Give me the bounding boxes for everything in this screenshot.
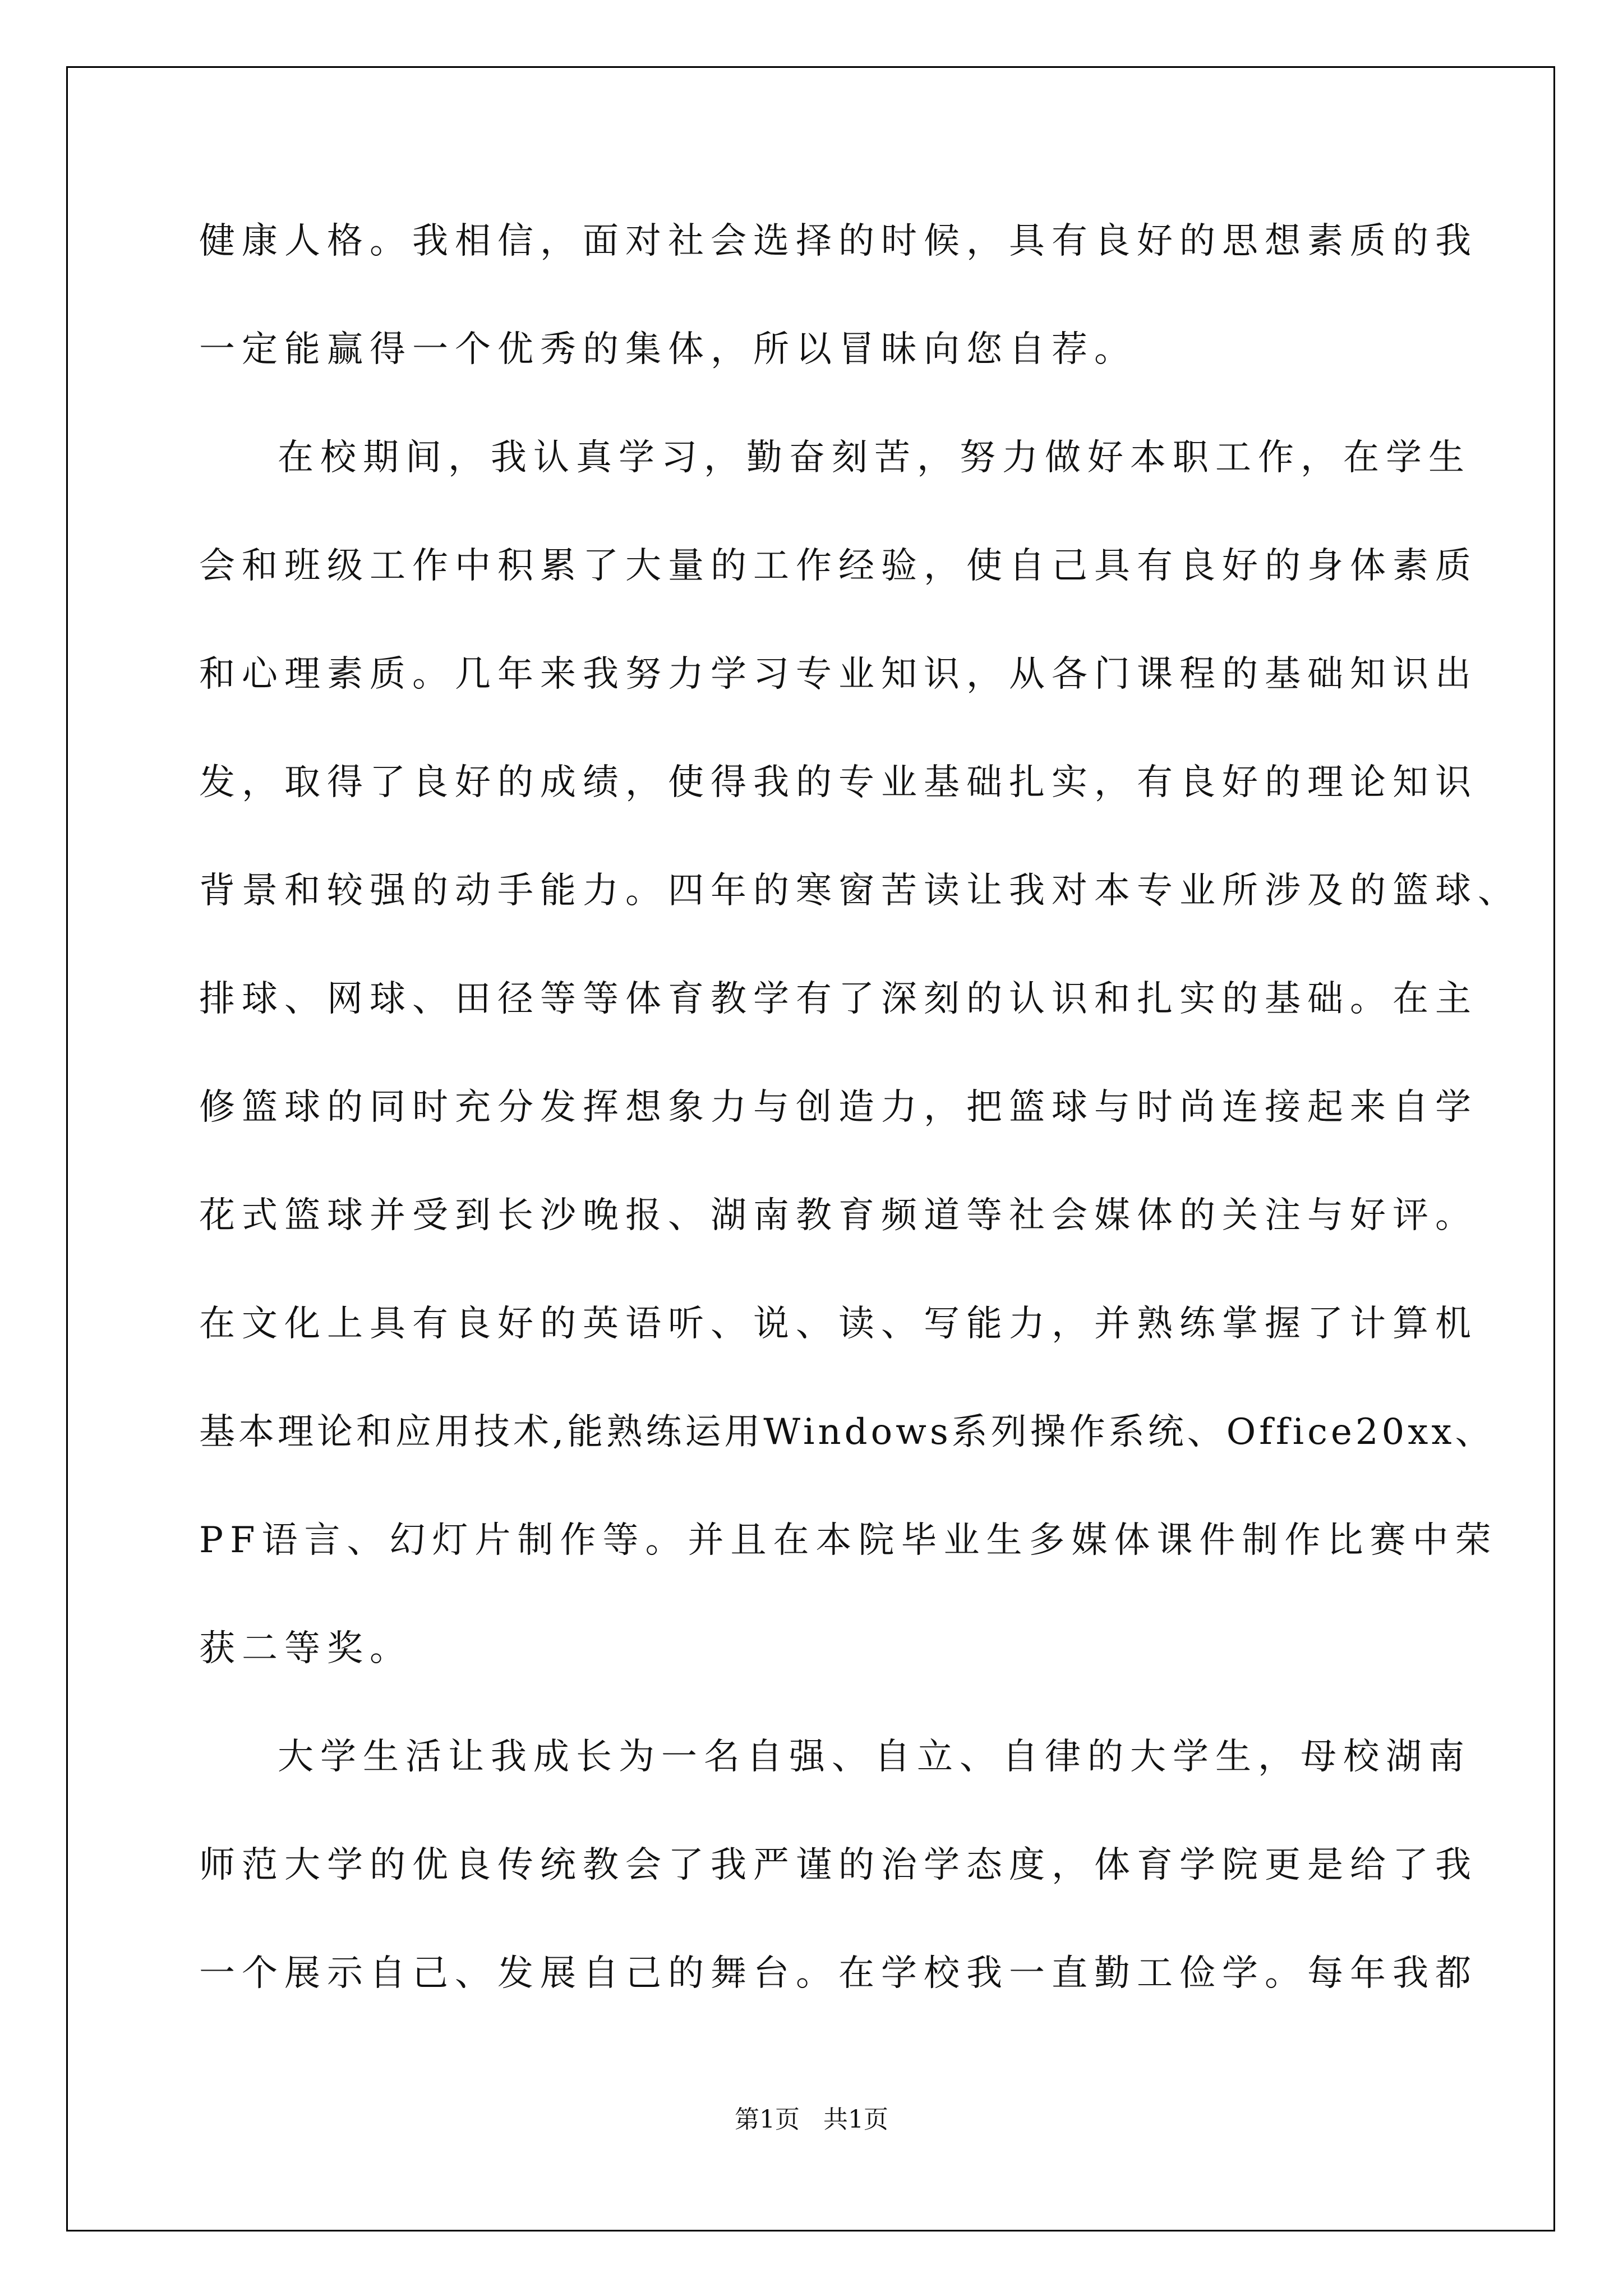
text-line: 背景和较强的动手能力。四年的寒窗苦读让我对本专业所涉及的篮球、 [199, 870, 1520, 912]
paragraph-start-line: 大学生活让我成长为一名自强、自立、自律的大学生，母校湖南 [278, 1736, 1471, 1778]
text-line: 和心理素质。几年来我努力学习专业知识，从各门课程的基础知识出 [199, 654, 1478, 695]
text-line: 健康人格。我相信，面对社会选择的时候，具有良好的思想素质的我 [199, 220, 1478, 262]
text-line: 会和班级工作中积累了大量的工作经验，使自己具有良好的身体素质 [199, 545, 1478, 587]
paragraph-start-line: 在校期间，我认真学习，勤奋刻苦，努力做好本职工作，在学生 [278, 437, 1471, 478]
page-footer: 第1页 共1页 [735, 2105, 888, 2134]
text-line: 一个展示自己、发展自己的舞台。在学校我一直勤工俭学。每年我都 [199, 1953, 1478, 1994]
text-line: 师范大学的优良传统教会了我严谨的治学态度，体育学院更是给了我 [199, 1844, 1478, 1886]
text-line: 排球、网球、田径等等体育教学有了深刻的认识和扎实的基础。在主 [199, 978, 1478, 1020]
text-line: 获二等奖。 [199, 1628, 412, 1669]
text-line: 在文化上具有良好的英语听、说、读、写能力，并熟练掌握了计算机 [199, 1303, 1478, 1345]
text-line: 基本理论和应用技术,能熟练运用Windows系列操作系统、Office20xx、 [199, 1411, 1495, 1453]
page-border [66, 66, 1555, 2231]
text-line: 发，取得了良好的成绩，使得我的专业基础扎实，有良好的理论知识 [199, 762, 1478, 803]
text-line: 修篮球的同时充分发挥想象力与创造力，把篮球与时尚连接起来自学 [199, 1087, 1478, 1128]
text-line: 花式篮球并受到长沙晚报、湖南教育频道等社会媒体的关注与好评。 [199, 1195, 1478, 1236]
text-line: 一定能赢得一个优秀的集体，所以冒昧向您自荐。 [199, 329, 1137, 370]
text-line: PF语言、幻灯片制作等。并且在本院毕业生多媒体课件制作比赛中荣 [199, 1520, 1498, 1561]
